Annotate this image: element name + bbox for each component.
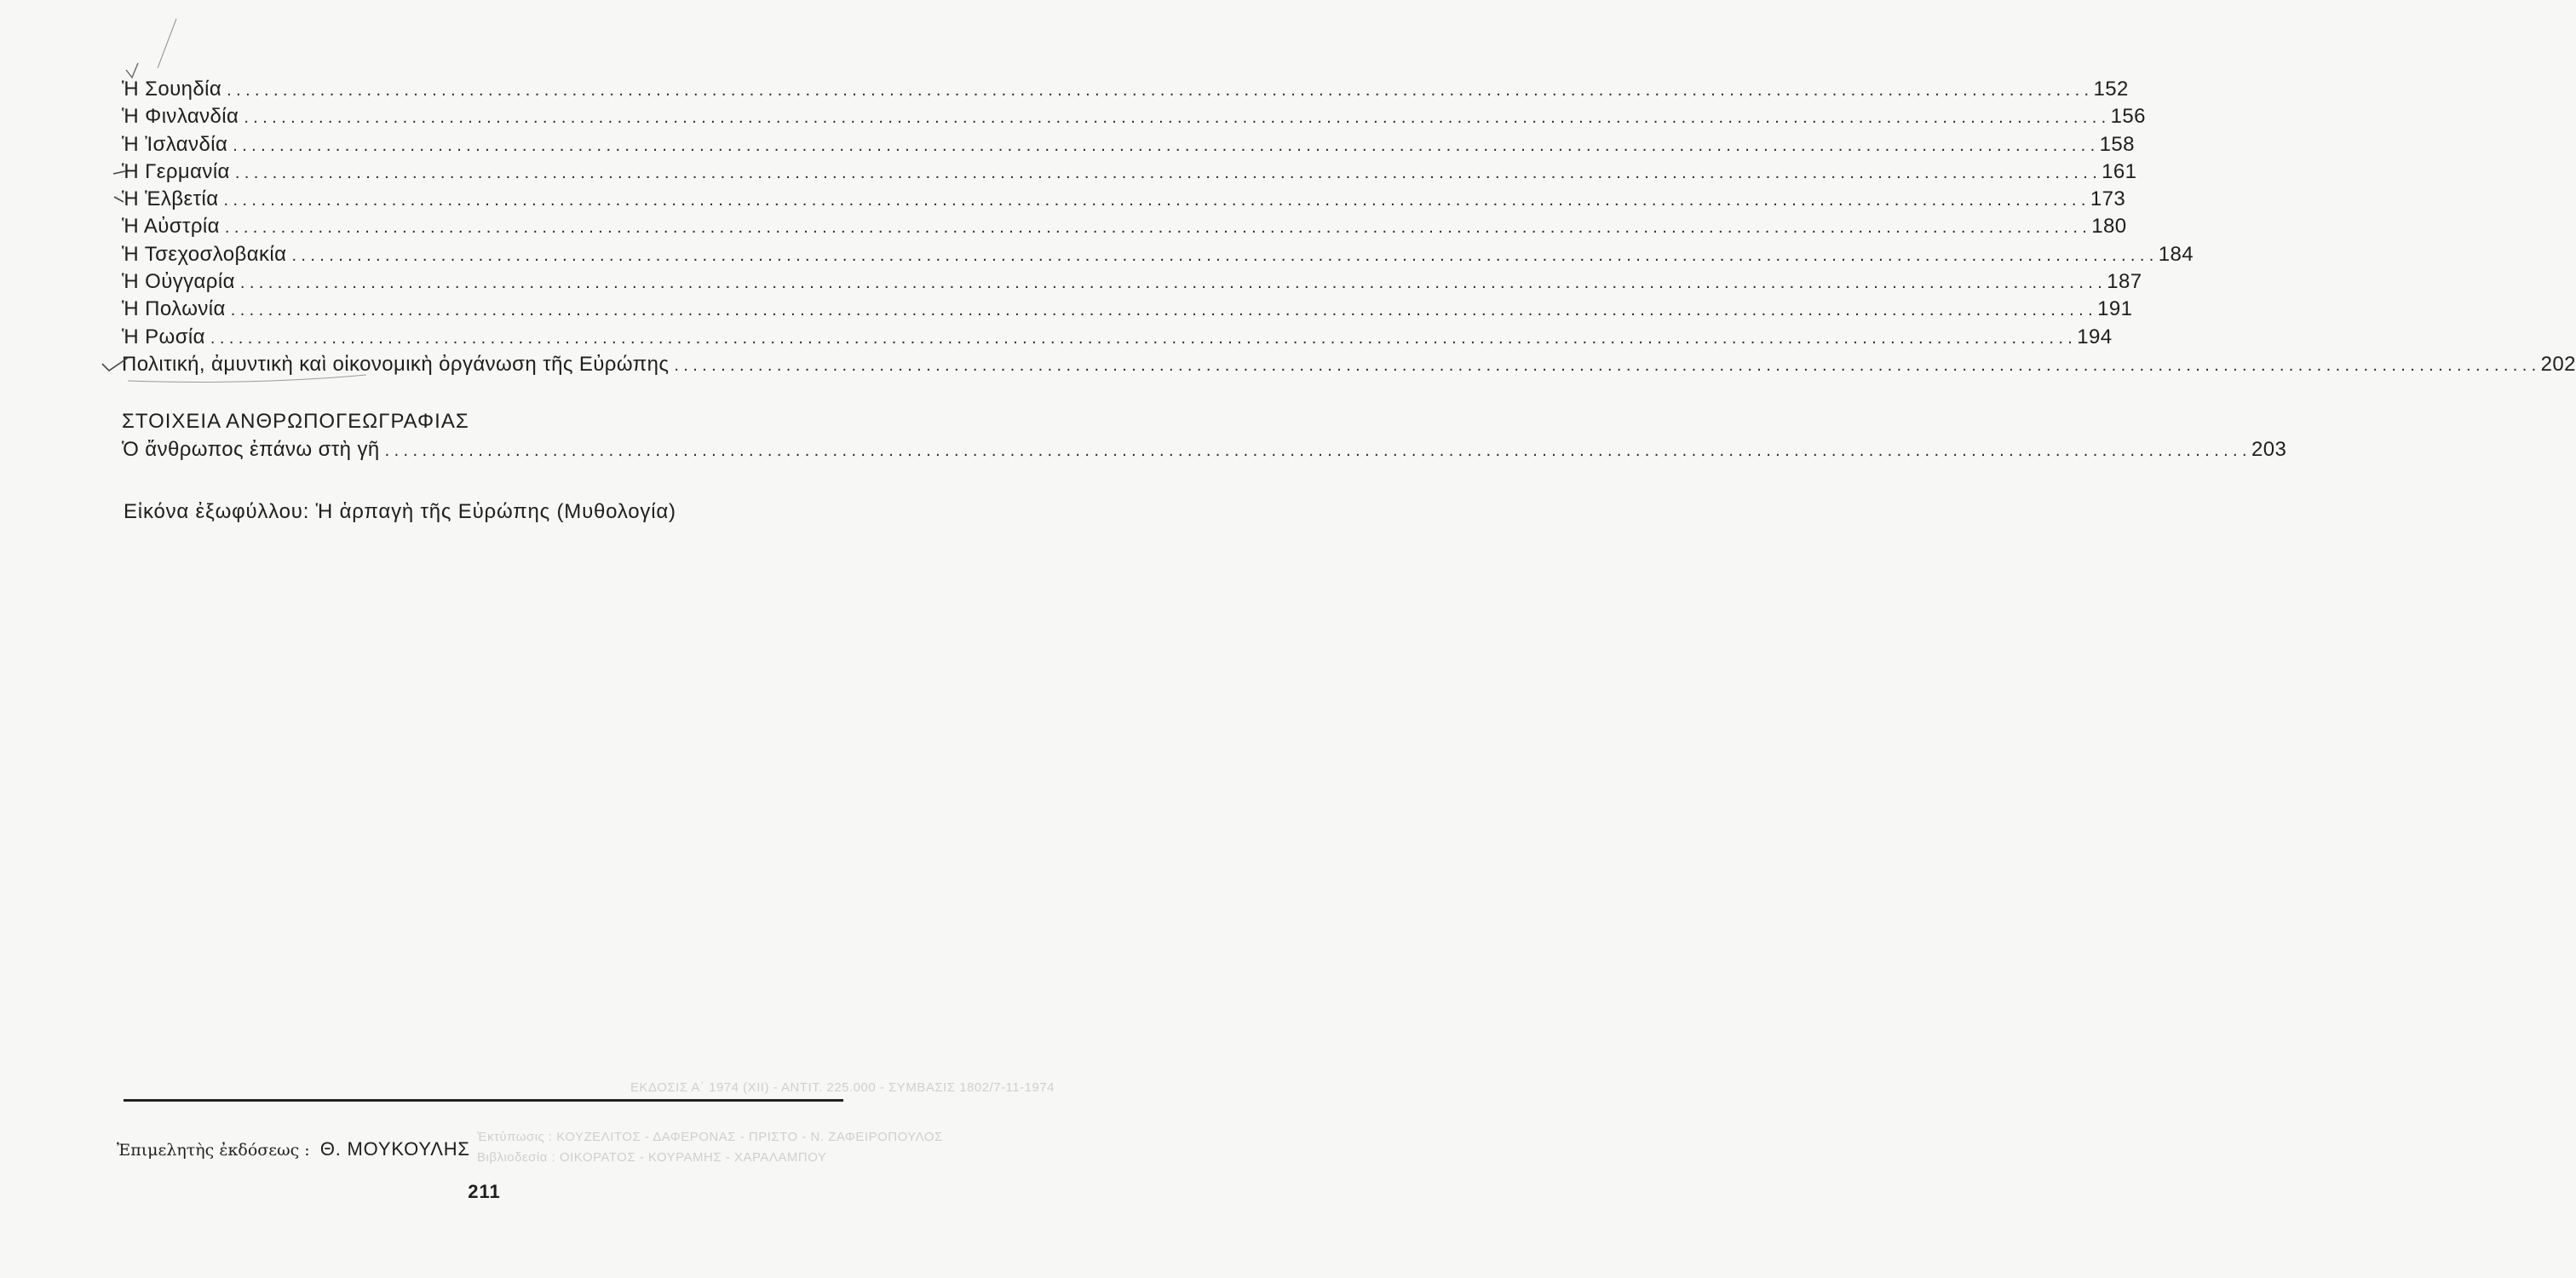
toc-entry [122,242,2194,270]
toc-leader-dots: ........................................................................................................................................................................................................ [223,191,2090,210]
toc-entry [122,105,2146,132]
horizontal-rule [124,1099,843,1102]
toc-entry-page: 161 [2102,159,2137,183]
toc-leader-dots: ........................................................................................................................................................................................................ [384,441,2251,460]
page-number: 211 [468,1181,501,1202]
toc-entry-page: 191 [2097,297,2133,321]
toc-entry-label: Ἡ Τσεχοσλοβακία [122,242,287,266]
toc-entry [122,438,2287,465]
table-of-contents-section [122,438,2287,465]
toc-entry [122,352,2576,380]
toc-entry-page: 173 [2090,187,2126,211]
toc-entry-page: 158 [2099,132,2135,156]
toc-entry-page: 194 [2077,325,2113,348]
toc-entry [122,270,2142,297]
section-heading: ΣΤΟΙΧΕΙΑ ΑΝΘΡΩΠΟΓΕΩΓΡΑΦΙΑΣ [122,410,469,433]
toc-leader-dots: ........................................................................................................................................................................................................ [239,273,2107,293]
toc-entry [122,78,2129,105]
editor-label: Ἐπιμελητὴς ἐκδόσεως : [117,1141,310,1160]
editor-credit [117,1138,470,1160]
toc-leader-dots: ........................................................................................................................................................................................................ [230,301,2098,320]
cover-image-caption: Εἰκόνα ἐξωφύλλου: Ἡ ἁρπαγὴ τῆς Εὐρώπης (Μυθολογία) [124,500,676,523]
bleed-through-text: Βιβλιοδεσία : ΟΙΚΟΡΑΤΟΣ - ΚΟΥΡΑΜΗΣ - ΧΑΡΑΛΑΜΠΟΥ [477,1150,827,1165]
toc-leader-dots: ........................................................................................................................................................................................................ [227,81,2094,100]
toc-leader-dots: ........................................................................................................................................................................................................ [244,108,2111,128]
toc-entry-label: Ὁ ἄνθρωπος ἐπάνω στὴ γῆ [122,438,380,461]
toc-leader-dots: ........................................................................................................................................................................................................ [224,218,2092,238]
toc-entry-label: Ἡ Αὐστρία [122,215,220,239]
toc-entry [122,132,2135,160]
toc-entry-label: Ἡ Ρωσία [122,325,205,348]
toc-entry-label: Ἡ Γερμανία [122,159,230,183]
toc-entry-label: Ἡ Πολωνία [122,297,226,321]
toc-entry [122,297,2133,325]
toc-entry-page: 152 [2093,78,2129,101]
bleed-through-text: Ἐκτύπωσις : ΚΟΥΖΕΛΙΤΟΣ - ΔΑΦΕΡΟΝΑΣ - ΠΡΙΣΤΟ - Ν. ΖΑΦΕΙΡΟΠΟΥΛΟΣ [477,1130,943,1144]
toc-entry-label: Ἡ Φινλανδία [122,105,239,129]
table-of-contents [122,78,2576,380]
toc-entry-label: Ἡ Οὐγγαρία [122,270,235,294]
toc-leader-dots: ........................................................................................................................................................................................................ [291,245,2159,265]
bleed-through-text: ΕΚΔΟΣΙΣ Α΄ 1974 (ΧΙΙ) - ΑΝΤΙΤ. 225.000 - ΣΥΜΒΑΣΙΣ 1802/7-11-1974 [630,1080,1055,1095]
toc-entry [122,325,2113,353]
toc-entry-page: 180 [2091,215,2127,239]
toc-entry-page: 156 [2110,105,2146,129]
toc-entry-label: Πολιτική, ἀμυντικὴ καὶ οἰκονομικὴ ὀργάνωση τῆς Εὐρώπης [122,352,670,376]
toc-entry-label: Ἡ Ἰσλανδία [122,132,228,156]
toc-leader-dots: ........................................................................................................................................................................................................ [674,355,2541,375]
pencil-line-icon [158,19,176,68]
check-mark-icon [126,63,138,78]
toc-entry [122,215,2127,242]
toc-entry [122,187,2126,215]
toc-entry-page: 184 [2158,242,2194,266]
toc-leader-dots: ........................................................................................................................................................................................................ [210,328,2078,348]
toc-entry-page: 203 [2251,438,2287,461]
toc-entry-page: 187 [2107,270,2142,294]
toc-entry-label: Ἡ Σουηδία [122,78,222,101]
toc-leader-dots: ........................................................................................................................................................................................................ [234,163,2102,182]
toc-entry [122,159,2137,187]
toc-leader-dots: ........................................................................................................................................................................................................ [233,135,2100,155]
toc-entry-page: 202 [2540,352,2576,376]
toc-entry-label: Ἡ Ἑλβετία [122,187,219,211]
editor-name: Θ. ΜΟΥΚΟΥΛΗΣ [319,1138,470,1160]
